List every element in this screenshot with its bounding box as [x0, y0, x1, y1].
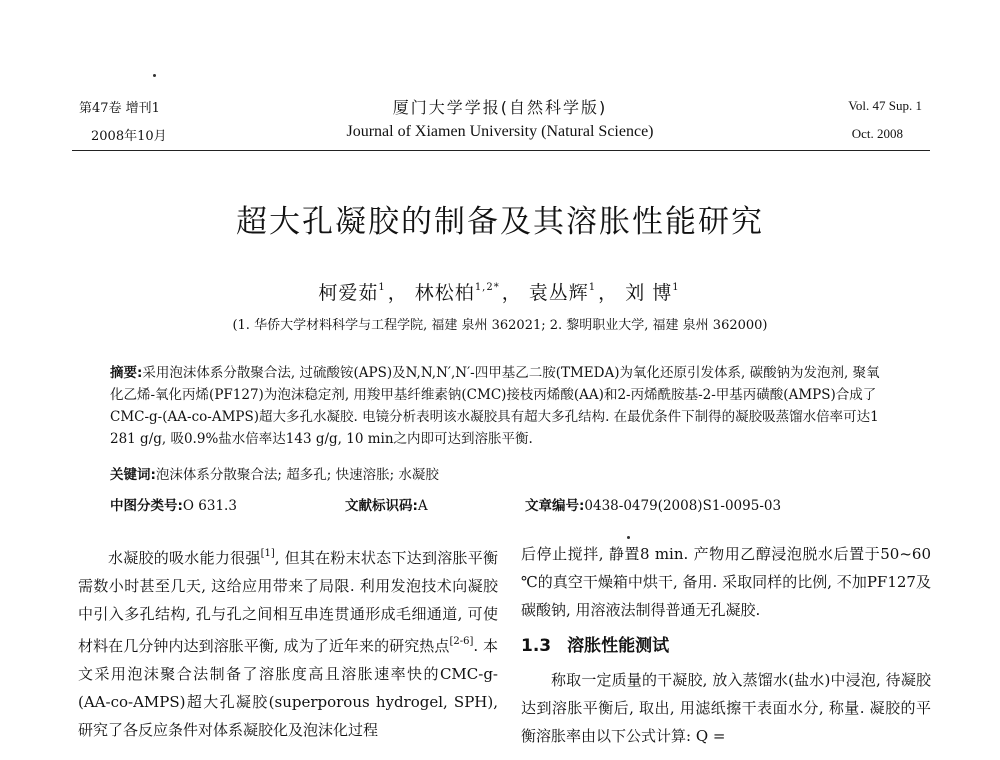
abstract-label: 摘要: [110, 365, 143, 381]
keywords-label: 关键词: [110, 467, 156, 483]
header-rule [72, 150, 930, 151]
author-separator: ， [501, 282, 522, 304]
body-column-left [78, 540, 498, 744]
citation-ref[interactable]: [1] [260, 548, 275, 559]
article-no-label: 文章编号: [525, 498, 585, 514]
scan-dot-mid [627, 536, 630, 539]
body-paragraph: 后停止搅拌, 静置8 min. 产物用乙醇浸泡脱水后置于50~60 ℃的真空干燥箱中烘干, 备用. 采取同样的比例, 不加PF127及碳酸钠, 用溶液法制得普通无孔凝胶. [521, 545, 931, 619]
section-number: 1.3 [521, 636, 552, 656]
body-text: 水凝胶的吸水能力很强 [108, 549, 261, 567]
author-affil-sup: 1 [672, 282, 680, 293]
author-name: 林松柏 [414, 282, 475, 304]
keywords-text: 泡沫体系分散聚合法; 超多孔; 快速溶胀; 水凝胶 [155, 467, 439, 483]
clc-value: O 631.3 [182, 498, 237, 514]
body-text: , 但其在粉末状态下达到溶胀平衡需数小时甚至几天, 这给应用带来了局限. 利用发泡技术向凝胶中引入多孔结构, 孔与孔之间相互串连贯通形成毛细通道, 可使材料在几分钟内达到溶胀平衡, 成为了近年来的研究热点 [78, 549, 498, 655]
doc-code-value: A [417, 498, 428, 514]
header-journal-en: Journal of Xiamen University (Natural Science) [346, 123, 654, 140]
body-paragraph: 称取一定质量的干凝胶, 放入蒸馏水(盐水)中浸泡, 待凝胶达到溶胀平衡后, 取出, 用滤纸擦干表面水分, 称量. 凝胶的平衡溶胀率由以下公式计算: Q = [521, 671, 931, 745]
affiliations: (1. 华侨大学材料科学与工程学院, 福建 泉州 362021; 2. 黎明职业大学, 福建 泉州 362000) [232, 318, 768, 333]
author-separator: ， [387, 282, 408, 304]
body-column-right [521, 540, 931, 750]
author-affil-sup: 1 [588, 282, 597, 293]
author-list [0, 278, 1000, 305]
abstract-text: 采用泡沫体系分散聚合法, 过硫酸铵(APS)及N,N,N′,N′-四甲基乙二胺(TMEDA)为氧化还原引发体系, 碳酸钠为发泡剂, 聚氧化乙烯-氧化丙烯(PF127)为泡沫稳定剂, 用羧甲基纤维素钠(CMC)接枝丙烯酸(AA)和2-丙烯酰胺基-2-甲基丙磺酸(AMPS)合成了CMC-g-(AA-co-AMPS)超大多孔水凝胶. 电镜分析表明该水凝胶具有超大多孔结构. 在最优条件下制得的凝胶吸蒸馏水倍率可达1 281 g/g, 吸0.9%盐水倍率达143 g/g, 10 min之内即可达到溶胀平衡. [110, 365, 880, 447]
author-affil-sup: 1 [378, 282, 386, 293]
header-volume-cn: 第47卷 增刊1 [79, 101, 160, 116]
author-name: 袁丛辉 [528, 282, 589, 304]
author-separator: ， [598, 282, 619, 304]
author-name: 柯爱茹 [318, 282, 379, 304]
keywords [110, 464, 890, 486]
header-date-en: Oct. 2008 [851, 126, 903, 141]
clc-label: 中图分类号: [110, 498, 183, 514]
paper-title: 超大孔凝胶的制备及其溶胀性能研究 [236, 204, 764, 240]
abstract [110, 362, 890, 450]
header-volume-en: Vol. 47 Sup. 1 [848, 98, 922, 113]
article-no-value: 0438-0479(2008)S1-0095-03 [584, 498, 782, 514]
section-heading [521, 632, 931, 660]
citation-ref[interactable]: [2-6] [449, 636, 474, 647]
author-affil-sup: 1,2* [474, 282, 500, 293]
body-text: . 本文采用泡沫聚合法制备了溶胀度高且溶胀速率快的CMC-g-(AA-co-AMPS)超大孔凝胶(superporous hydrogel, SPH), 研究了各反应条件对体系凝胶化及泡沫化过程 [78, 637, 498, 739]
doc-code-label: 文献标识码: [345, 498, 418, 514]
header-date-cn: 2008年10月 [91, 129, 167, 144]
section-title: 溶胀性能测试 [567, 636, 670, 656]
header-journal-cn: 厦门大学学报(自然科学版) [392, 98, 608, 117]
author-name: 刘 博 [625, 282, 673, 304]
scan-dot-top [153, 74, 156, 77]
